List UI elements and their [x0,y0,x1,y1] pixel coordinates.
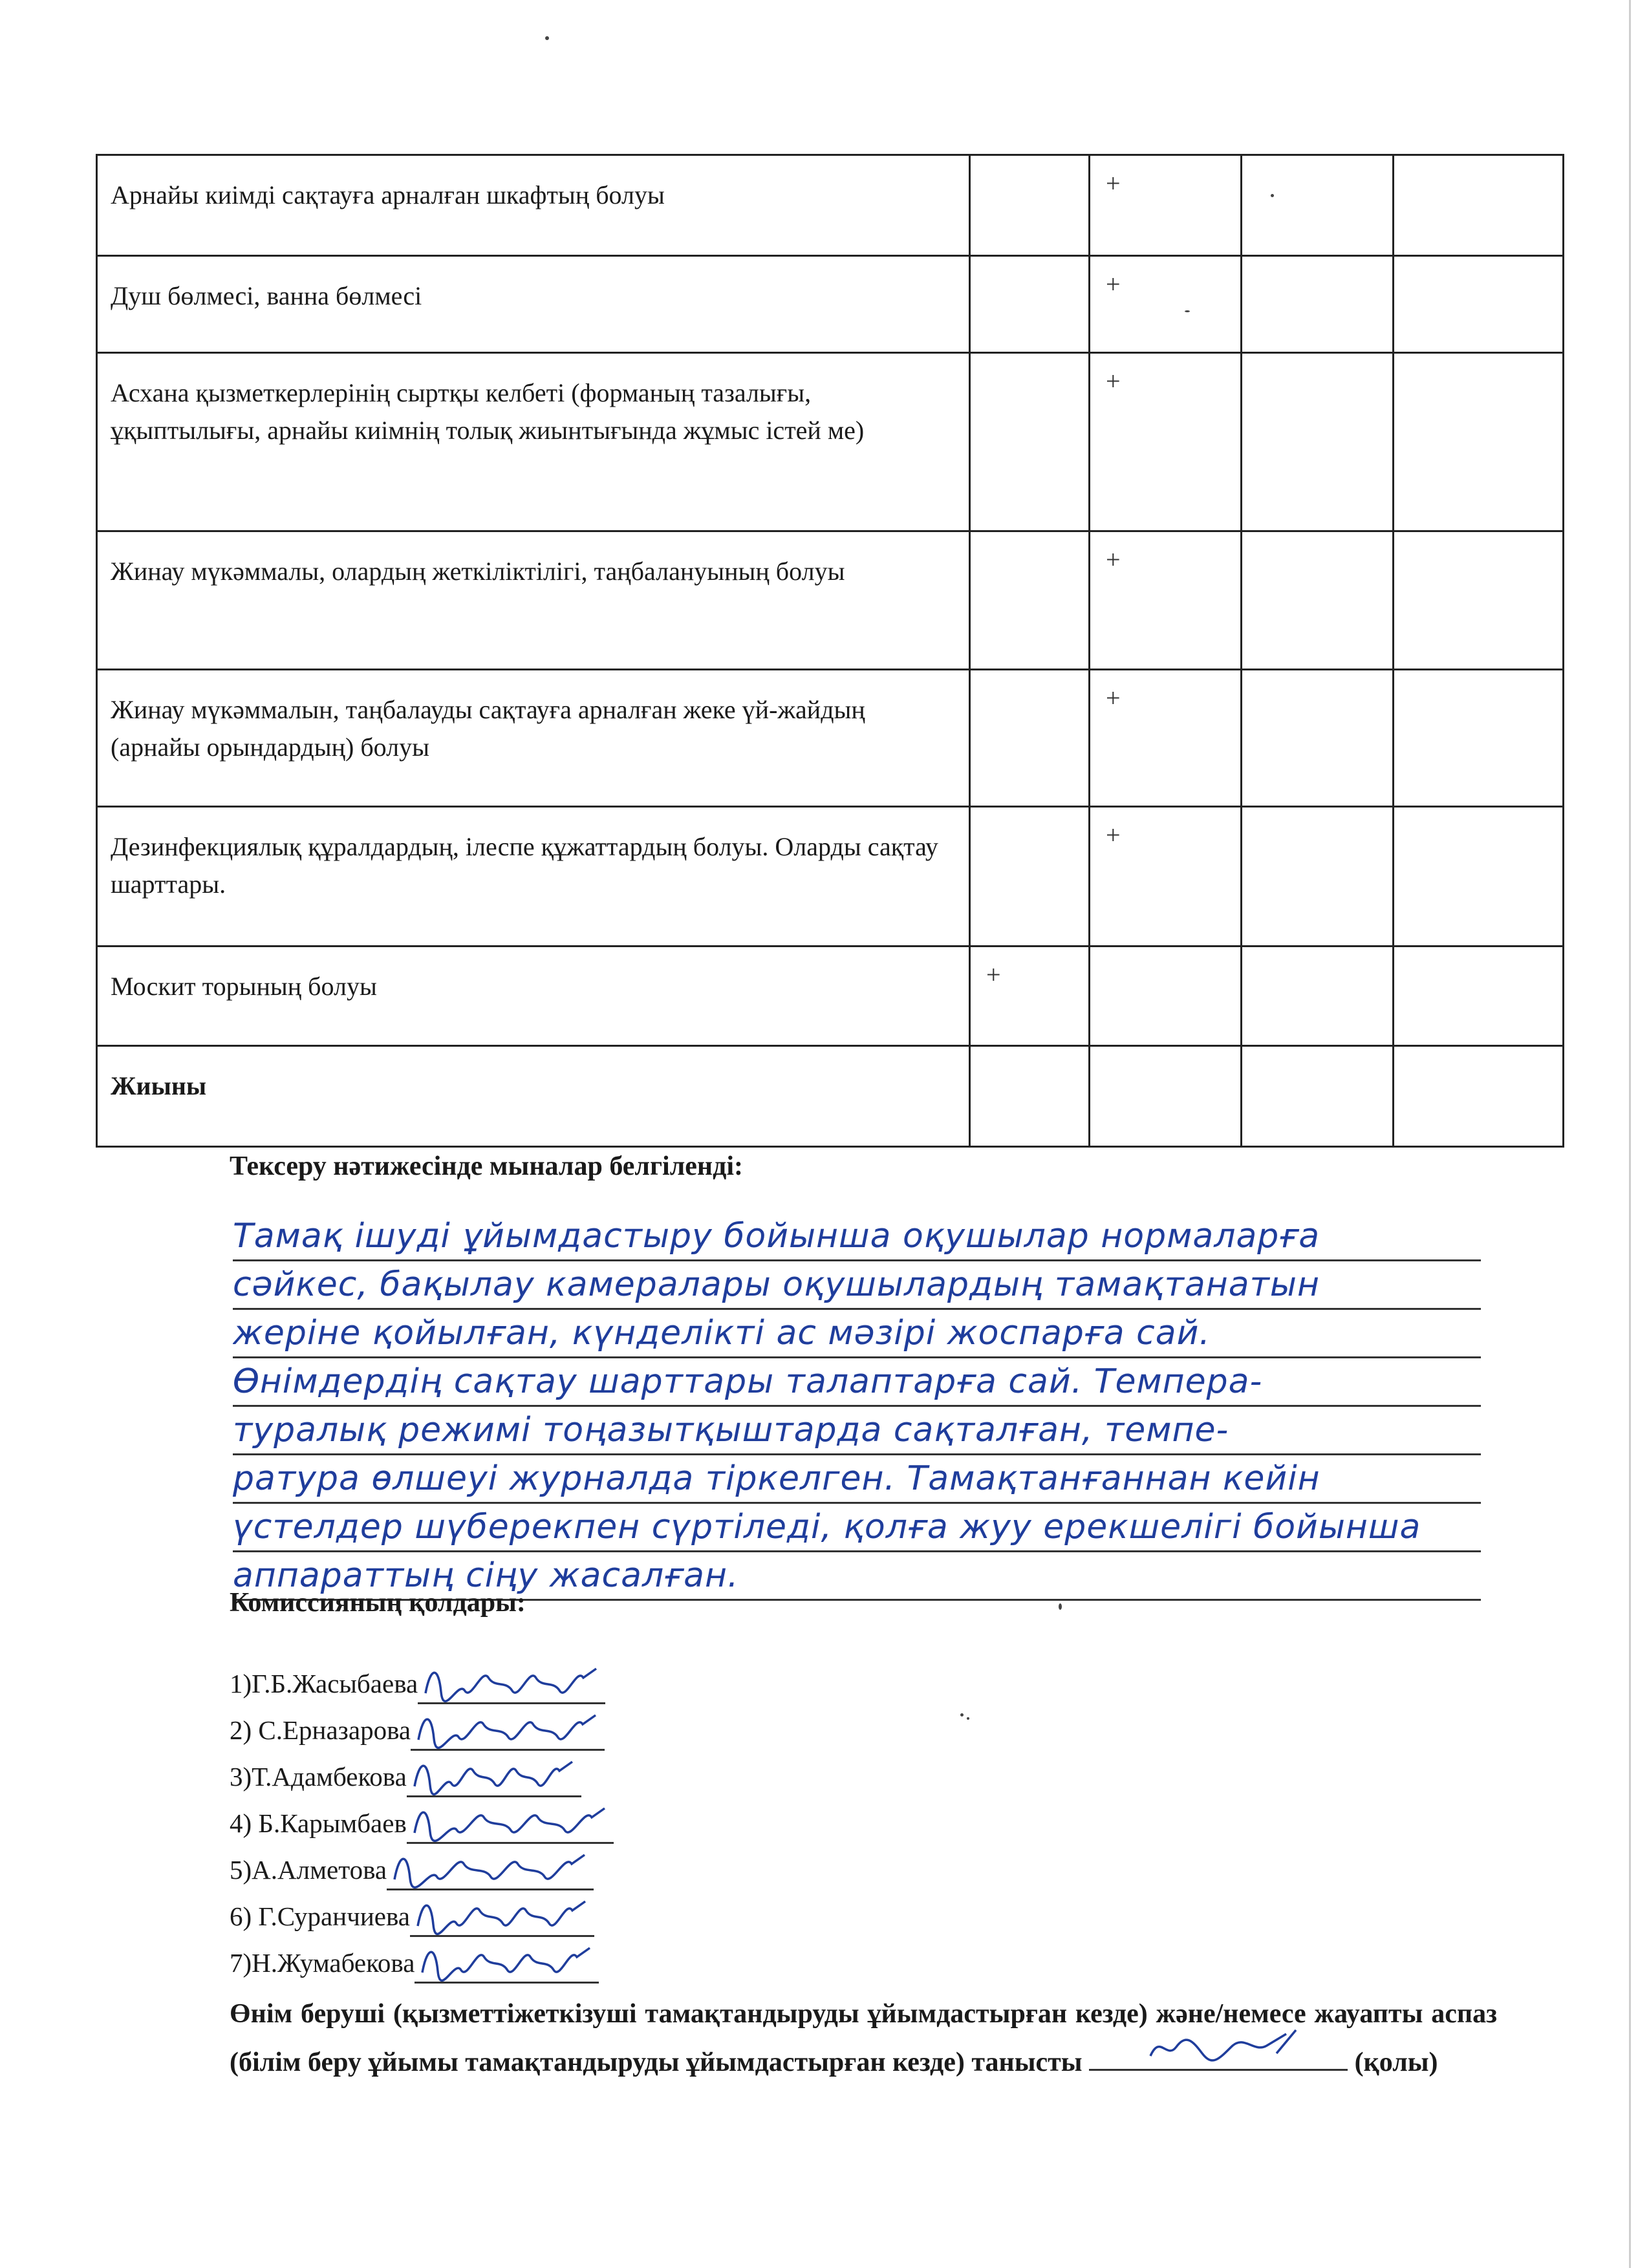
total-label: Жиыны [97,1046,970,1147]
criterion-cell: Жинау мүкәммалы, олардың жеткіліктілігі, таңбалануының болуы [97,531,970,670]
checklist-rows [97,155,1564,1147]
supplier-signature [1147,2027,1302,2066]
handwritten-line: аппараттың сіңу жасалған. [233,1552,1481,1601]
mark-cell [970,670,1090,807]
mark-cell [970,807,1090,947]
mark-cell [1394,947,1564,1046]
table-row [97,807,1564,947]
findings-title: Тексеру нәтижесінде мыналар белгіленді: [230,1151,744,1181]
table-row [97,353,1564,531]
scan-edge [1629,0,1637,2268]
mark-cell [1242,256,1394,353]
member-name: 2) С.Ерназарова [230,1715,411,1745]
total-cell [1090,1046,1242,1147]
scan-speck [1271,194,1274,197]
mark-cell [1242,807,1394,947]
signature-line [407,1759,581,1797]
member-name: 7)Н.Жумабекова [230,1948,415,1978]
signature-line [387,1852,594,1890]
mark-cell [1394,531,1564,670]
mark-cell [970,155,1090,256]
member-signature [414,1894,592,1935]
total-row [97,1046,1564,1147]
member-name: 1)Г.Б.Жасыбаева [230,1669,418,1698]
mark-cell: + [1090,256,1242,353]
supplier-text: Өнім беруші (қызметтіжеткізуші тамақтандыруды ұйымдастырған кезде) және/немесе жауапты аспаз (білім беру ұйымы тамақтандыруды ұйымдастырған кезде) танысты [230,1999,1497,2077]
criterion-cell: Асхана қызметкерлерінің сыртқы келбеті (форманың тазалығы, ұқыптылығы, арнайы киімнің толық жиынтығында жұмыс істей ме) [97,353,970,531]
signature-line [415,1945,599,1984]
member-signature [411,1801,611,1842]
criterion-cell: Арнайы киімді сақтауға арналған шкафтың болуы [97,155,970,256]
member-name: 4) Б.Карымбаев [230,1808,407,1838]
mark-cell [1242,353,1394,531]
handwritten-line: Өнімдердің сақтау шарттары талаптарға сай. Темпера- [233,1358,1481,1407]
member-name: 5)А.Алметова [230,1855,387,1885]
mark-cell [970,256,1090,353]
mark-cell [1394,807,1564,947]
table-row [97,670,1564,807]
mark-cell: + [1090,353,1242,531]
mark-cell [1242,155,1394,256]
supplier-acknowledgement [230,1991,1497,2085]
mark-cell [1242,947,1394,1046]
handwritten-line: жеріне қойылған, күнделікті ас мәзірі жоспарға сай. [233,1310,1481,1358]
scan-speck [545,36,549,40]
mark-cell [1394,353,1564,531]
member-name: 6) Г.Суранчиева [230,1901,410,1931]
handwritten-findings [233,1213,1481,1601]
signature-line [407,1806,614,1844]
table-row [97,155,1564,256]
signature-line [418,1666,605,1704]
mark-cell [970,353,1090,531]
handwritten-line: Тамақ ішуді ұйымдастыру бойынша оқушылар нормаларға [233,1213,1481,1261]
member-signature [411,1754,579,1795]
handwritten-line: туралық режимі тоңазытқыштарда сақталған, темпе- [233,1407,1481,1455]
commission-member [230,1704,614,1751]
mark-cell [1394,256,1564,353]
signature-line [411,1713,605,1751]
mark-cell [1090,947,1242,1046]
commission-member [230,1890,614,1937]
commission-title: Комиссияның қолдары: [230,1588,526,1618]
handwritten-line: сәйкес, бақылау камералары оқушылардың тамақтанатын [233,1261,1481,1310]
signature-caption: (қолы) [1354,2048,1438,2077]
criterion-cell: Дезинфекциялық құралдардың, ілеспе құжаттардың болуы. Оларды сақтау шарттары. [97,807,970,947]
scan-speck [1185,310,1190,312]
handwritten-line: үстелдер шүберекпен сүртіледі, қолға жуу ерекшелігі бойынша [233,1504,1481,1552]
criterion-cell: Жинау мүкәммалын, таңбалауды сақтауға арналған жеке үй-жайдың (арнайы орындардың) болуы [97,670,970,807]
checklist-table [96,154,1564,1148]
signature-line [410,1899,594,1937]
scan-speck [1059,1603,1062,1610]
commission-members [230,1658,614,1984]
member-signature [391,1847,591,1888]
scan-speck [960,1713,964,1717]
member-name: 3)Т.Адамбекова [230,1762,407,1792]
mark-cell [1394,670,1564,807]
mark-cell: + [1090,531,1242,670]
commission-member [230,1751,614,1797]
commission-member [230,1844,614,1890]
total-cell [970,1046,1090,1147]
mark-cell [1242,531,1394,670]
table-row [97,531,1564,670]
member-signature [418,1940,596,1982]
criterion-cell: Москит торының болуы [97,947,970,1046]
mark-cell [970,531,1090,670]
mark-cell [1394,155,1564,256]
member-signature [415,1707,602,1749]
mark-cell: + [1090,807,1242,947]
mark-cell: + [1090,155,1242,256]
handwritten-line: ратура өлшеуі журналда тіркелген. Тамақтанғаннан кейін [233,1455,1481,1504]
criterion-cell: Душ бөлмесі, ванна бөлмесі [97,256,970,353]
scan-speck [967,1717,969,1720]
supplier-signature-line [1089,2037,1348,2071]
commission-member [230,1658,614,1704]
total-cell [1242,1046,1394,1147]
commission-member [230,1797,614,1844]
mark-cell: + [1090,670,1242,807]
mark-cell: + [970,947,1090,1046]
total-cell [1394,1046,1564,1147]
table-row [97,256,1564,353]
member-signature [422,1661,603,1702]
mark-cell [1242,670,1394,807]
table-row [97,947,1564,1046]
commission-member [230,1937,614,1984]
